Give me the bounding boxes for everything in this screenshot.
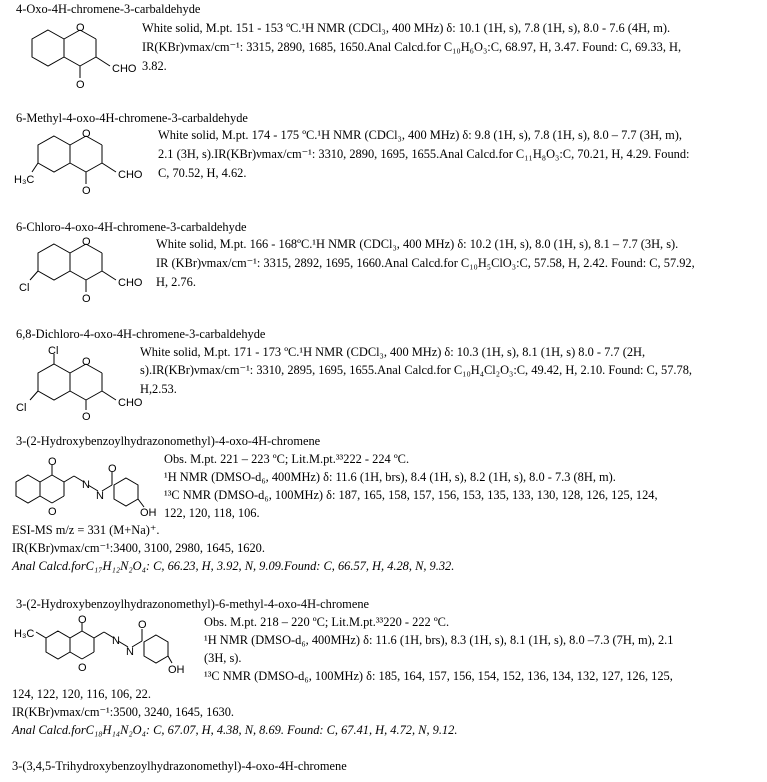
compound-2-line-2: 2.1 (3H, s).IR(KBr)νmax/cm⁻¹: 3310, 2890, 1695, 1655.Anal Calcd.for C₁₁H₈O₃:C, 70.21, H, 4.29. Found: — [158, 147, 690, 161]
compound-3-line-3: H, 2.76. — [156, 275, 196, 289]
svg-text:O: O — [78, 614, 87, 626]
compound-3-line-1: White solid, M.pt. 166 - 168ºC.¹H NMR (CDCl₃, 400 MHz) δ: 10.2 (1H, s), 8.0 (1H, s), 8.1 – 7.7 (3H, s). — [156, 237, 679, 251]
compound-7-name: 3-(3,4,5-Trihydroxybenzoylhydrazonomethyl)-4-oxo-4H-chromene — [12, 759, 347, 773]
svg-text:O: O — [48, 456, 57, 468]
svg-text:Cl: Cl — [19, 282, 30, 294]
compound-2-line-1: White solid, M.pt. 174 - 175 ºC.¹H NMR (CDCl₃, 400 MHz) δ: 9.8 (1H, s), 7.8 (1H, s), 8.0 – 7.7 (3H, m), — [158, 128, 682, 142]
svg-text:O: O — [138, 619, 147, 631]
compound-5-line-2: ¹H NMR (DMSO-d₆, 400MHz) δ: 11.6 (1H, brs), 8.4 (1H, s), 8.2 (1H, s), 8.0 - 7.3 (8H, m). — [164, 470, 616, 484]
compound-2-line-3: C, 70.52, H, 4.62. — [158, 166, 247, 180]
svg-text:O: O — [82, 185, 91, 197]
svg-text:O: O — [82, 411, 91, 423]
svg-text:O: O — [108, 463, 117, 475]
compound-1-line-3: 3.82. — [142, 59, 167, 73]
compound-6-line-6: IR(KBr)νmax/cm⁻¹:3500, 3240, 1645, 1630. — [12, 705, 235, 719]
compound-6-line-5: 124, 122, 120, 116, 106, 22. — [12, 687, 151, 701]
svg-text:O: O — [48, 506, 57, 518]
compound-4-structure — [16, 344, 158, 423]
compound-4-line-3: H,2.53. — [140, 382, 177, 396]
compound-6-name: 3-(2-Hydroxybenzoylhydrazonomethyl)-6-methyl-4-oxo-4H-chromene — [16, 597, 370, 611]
svg-text:O: O — [82, 128, 91, 140]
svg-text:CHO: CHO — [118, 277, 143, 289]
svg-text:OH: OH — [168, 664, 185, 676]
svg-text:O: O — [82, 356, 91, 368]
compound-1-line-1: White solid, M.pt. 151 - 153 ºC.¹H NMR (CDCl₃, 400 MHz) δ: 10.1 (1H, s), 7.8 (1H, s), 8.0 - 7.6 (4H, m). — [142, 21, 671, 35]
compound-6-structure — [14, 615, 194, 675]
compound-5-line-1: Obs. M.pt. 221 – 223 ºC; Lit.M.pt.³³222 - 224 ºC. — [164, 452, 410, 466]
compound-5-line-6: IR(KBr)νmax/cm⁻¹:3400, 3100, 2980, 1645, 1620. — [12, 541, 265, 555]
compound-5-line-5: ESI-MS m/z = 331 (M+Na)⁺. — [12, 523, 160, 537]
compound-4-line-2: s).IR(KBr)νmax/cm⁻¹: 3310, 2895, 1695, 1655.Anal Calcd.for C₁₀H₄Cl₂O₃:C, 49.42, H, 2.10. Found: C, 57.78, — [140, 363, 692, 377]
compound-5-name: 3-(2-Hydroxybenzoylhydrazonomethyl)-4-oxo-4H-chromene — [16, 434, 321, 448]
compound-6-line-3: (3H, s). — [204, 651, 242, 665]
svg-text:OH: OH — [140, 507, 157, 519]
compound-4-line-1: White solid, M.pt. 171 - 173 ºC.¹H NMR (CDCl₃, 400 MHz) δ: 10.3 (1H, s), 8.1 (1H, s) 8.0 - 7.7 (2H, — [140, 345, 646, 359]
compound-2-structure — [14, 128, 158, 197]
compound-5-line-7: Anal Calcd.forC₁₇H₁₂N₂O₄: C, 66.23, H, 3.92, N, 9.09.Found: C, 66.57, H, 4.28, N, 9.32. — [12, 559, 455, 573]
svg-text:O: O — [78, 662, 87, 674]
compound-6-line-4: ¹³C NMR (DMSO-d₆, 100MHz) δ: 185, 164, 157, 156, 154, 152, 136, 134, 132, 127, 126, 125, — [204, 669, 673, 683]
svg-text:N: N — [112, 635, 120, 647]
svg-text:CHO: CHO — [118, 169, 143, 181]
svg-text:O: O — [82, 236, 91, 248]
compound-5-structure — [14, 455, 164, 517]
compound-5-line-4: 122, 120, 118, 106. — [164, 506, 260, 520]
svg-text:H₃C: H₃C — [14, 628, 35, 640]
compound-6-line-1: Obs. M.pt. 218 – 220 ºC; Lit.M.pt.³³220 - 222 ºC. — [204, 615, 450, 629]
compound-1-name: 4-Oxo-4H-chromene-3-carbaldehyde — [16, 2, 201, 16]
svg-text:N: N — [82, 479, 90, 491]
compound-2-name: 6-Methyl-4-oxo-4H-chromene-3-carbaldehyde — [16, 111, 248, 125]
svg-text:O: O — [76, 79, 85, 91]
svg-text:CHO: CHO — [112, 63, 137, 75]
svg-text:O: O — [76, 22, 85, 34]
svg-text:Cl: Cl — [48, 345, 59, 357]
svg-text:H₃C: H₃C — [14, 174, 35, 186]
compound-6-line-7: Anal Calcd.forC₁₈H₁₄N₂O₄: C, 67.07, H, 4.38, N, 8.69. Found: C, 67.41, H, 4.72, N, 9.12. — [12, 723, 458, 737]
svg-text:Cl: Cl — [16, 402, 27, 414]
compound-3-name: 6-Chloro-4-oxo-4H-chromene-3-carbaldehyde — [16, 220, 247, 234]
compound-6-line-2: ¹H NMR (DMSO-d₆, 400MHz) δ: 11.6 (1H, brs), 8.3 (1H, s), 8.1 (1H, s), 8.0 –7.3 (7H, m), 2.1 — [204, 633, 674, 647]
compound-5-line-3: ¹³C NMR (DMSO-d₆, 100MHz) δ: 187, 165, 158, 157, 156, 153, 135, 133, 130, 128, 126, 125, 124, — [164, 488, 658, 502]
svg-text:N: N — [96, 490, 104, 502]
compound-3-line-2: IR (KBr)νmax/cm⁻¹: 3315, 2892, 1695, 1660.Anal Calcd.for C₁₀H₅ClO₃:C, 57.58, H, 2.42. Found: C, 57.92, — [156, 256, 695, 270]
svg-text:O: O — [82, 293, 91, 305]
compound-4-name: 6,8-Dichloro-4-oxo-4H-chromene-3-carbaldehyde — [16, 327, 266, 341]
svg-text:CHO: CHO — [118, 397, 143, 409]
compound-1-structure — [28, 22, 148, 91]
compound-1-line-2: IR(KBr)νmax/cm⁻¹: 3315, 2890, 1685, 1650.Anal Calcd.for C₁₀H₆O₃:C, 68.97, H, 3.47. Found: C, 69.33, H, — [142, 40, 682, 54]
svg-text:N: N — [126, 646, 134, 658]
compound-3-structure — [18, 236, 158, 305]
